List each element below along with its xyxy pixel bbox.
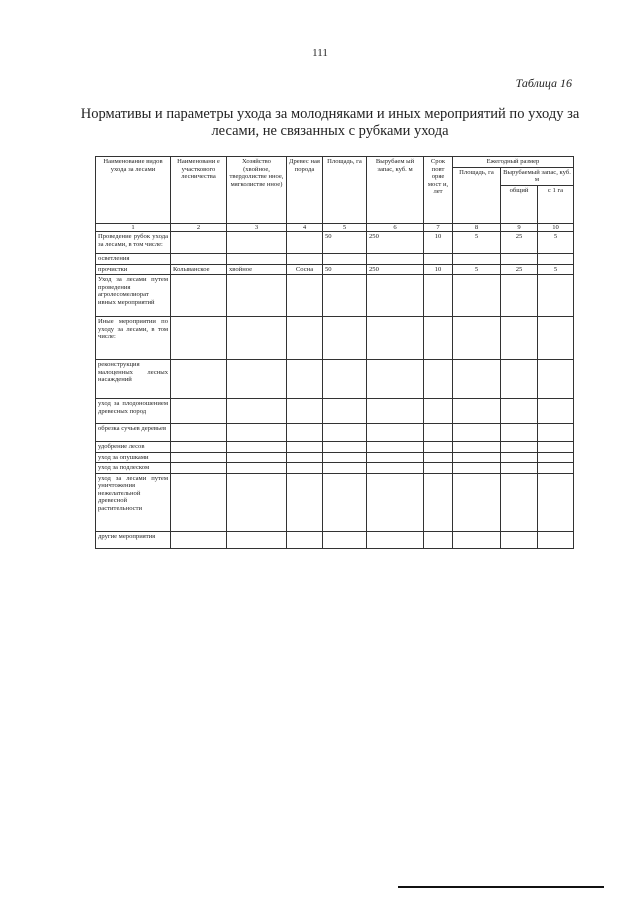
cell-district [171, 473, 227, 531]
cell-area [323, 317, 367, 360]
cell-annual-area: 5 [453, 232, 501, 254]
cell-annual-stock-total [501, 473, 538, 531]
cell-work-type: уход за подлеском [96, 463, 171, 474]
table-row [96, 442, 574, 453]
cell-stock [367, 531, 424, 548]
cell-species [287, 317, 323, 360]
cell-farm [227, 275, 287, 317]
header-period: Срок повт оряе мост и, лет [424, 157, 453, 224]
table-row [96, 531, 574, 548]
cell-district [171, 463, 227, 474]
cell-farm [227, 360, 287, 399]
page-number: 111 [312, 47, 328, 59]
cell-area [323, 424, 367, 442]
cell-stock [367, 424, 424, 442]
cell-annual-stock-per-ha [538, 317, 574, 360]
cell-district [171, 254, 227, 265]
cell-work-type: уход за опушками [96, 452, 171, 463]
cell-district [171, 424, 227, 442]
column-numbers-row [96, 223, 574, 232]
cell-annual-stock-per-ha: 5 [538, 232, 574, 254]
cell-annual-stock-total [501, 399, 538, 424]
cell-area [323, 463, 367, 474]
cell-district [171, 531, 227, 548]
cell-district: Колыванское [171, 264, 227, 275]
cell-species [287, 275, 323, 317]
cell-annual-stock-per-ha [538, 360, 574, 399]
header-species: Древес ная порода [287, 157, 323, 224]
cell-area [323, 399, 367, 424]
column-number: 7 [424, 223, 453, 232]
cell-area [323, 473, 367, 531]
cell-annual-area [453, 360, 501, 399]
cell-annual-area [453, 473, 501, 531]
table-row [96, 232, 574, 254]
cell-work-type: удобрение лесов [96, 442, 171, 453]
cell-period [424, 360, 453, 399]
cell-farm [227, 399, 287, 424]
signature-line [398, 886, 604, 888]
header-district: Наименовани е участкового лесничества [171, 157, 227, 224]
cell-annual-stock-per-ha [538, 531, 574, 548]
table-row [96, 463, 574, 474]
cell-area [323, 275, 367, 317]
cell-farm [227, 442, 287, 453]
cell-species [287, 254, 323, 265]
cell-farm [227, 254, 287, 265]
cell-period [424, 531, 453, 548]
cell-period [424, 442, 453, 453]
cell-annual-area [453, 399, 501, 424]
cell-species [287, 473, 323, 531]
cell-area [323, 360, 367, 399]
cell-annual-stock-per-ha [538, 463, 574, 474]
header-work-type: Наименование видов ухода за лесами [96, 157, 171, 224]
cell-annual-stock-total [501, 531, 538, 548]
cell-annual-stock-per-ha [538, 424, 574, 442]
cell-annual-area [453, 254, 501, 265]
cell-annual-area [453, 275, 501, 317]
cell-species: Сосна [287, 264, 323, 275]
cell-annual-area [453, 463, 501, 474]
cell-stock [367, 254, 424, 265]
column-number: 6 [367, 223, 424, 232]
cell-annual-stock-per-ha [538, 275, 574, 317]
column-number: 5 [323, 223, 367, 232]
cell-work-type: другие мероприятия [96, 531, 171, 548]
cell-stock [367, 452, 424, 463]
cell-stock [367, 463, 424, 474]
header-farm: Хозяйство (хвойное, твердолистве нное, мягколистве нное) [227, 157, 287, 224]
cell-work-type: уход за плодоношением древесных пород [96, 399, 171, 424]
cell-district [171, 275, 227, 317]
column-number: 9 [501, 223, 538, 232]
cell-annual-stock-total [501, 452, 538, 463]
table-label: Таблица 16 [515, 76, 572, 90]
cell-species [287, 399, 323, 424]
column-number: 4 [287, 223, 323, 232]
cell-work-type: Проведение рубок ухода за лесами, в том числе: [96, 232, 171, 254]
cell-period: 10 [424, 232, 453, 254]
cell-annual-area [453, 531, 501, 548]
cell-annual-stock-total [501, 442, 538, 453]
table-row [96, 424, 574, 442]
cell-annual-stock-total [501, 424, 538, 442]
cell-area: 50 [323, 232, 367, 254]
table-row [96, 254, 574, 265]
cell-farm [227, 317, 287, 360]
cell-area [323, 452, 367, 463]
cell-annual-stock-total [501, 254, 538, 265]
cell-district [171, 452, 227, 463]
cell-annual-stock-total [501, 275, 538, 317]
cell-period [424, 473, 453, 531]
cell-annual-stock-per-ha [538, 442, 574, 453]
table-row [96, 264, 574, 275]
cell-district [171, 399, 227, 424]
table-row [96, 452, 574, 463]
cell-work-type: реконструкция малоценных лесных насаждений [96, 360, 171, 399]
table-row [96, 317, 574, 360]
cell-area [323, 442, 367, 453]
cell-stock [367, 360, 424, 399]
cell-annual-stock-per-ha [538, 473, 574, 531]
cell-farm [227, 232, 287, 254]
header-annual: Ежегодный размер [453, 157, 574, 168]
cell-district [171, 442, 227, 453]
table-row [96, 473, 574, 531]
cell-farm [227, 424, 287, 442]
cell-annual-stock-total [501, 463, 538, 474]
cell-annual-area [453, 452, 501, 463]
cell-area [323, 254, 367, 265]
forest-care-table [95, 156, 574, 549]
cell-farm: хвойное [227, 264, 287, 275]
cell-species [287, 463, 323, 474]
column-number: 8 [453, 223, 501, 232]
cell-period [424, 275, 453, 317]
cell-stock [367, 399, 424, 424]
cell-annual-stock-total [501, 317, 538, 360]
cell-district [171, 317, 227, 360]
cell-annual-area [453, 424, 501, 442]
cell-annual-stock-per-ha [538, 452, 574, 463]
cell-species [287, 360, 323, 399]
cell-period [424, 317, 453, 360]
cell-period [424, 399, 453, 424]
cell-stock [367, 275, 424, 317]
cell-annual-stock-total: 25 [501, 264, 538, 275]
cell-annual-area [453, 442, 501, 453]
cell-species [287, 424, 323, 442]
cell-district [171, 360, 227, 399]
cell-period [424, 424, 453, 442]
cell-annual-area [453, 317, 501, 360]
header-stock: Вырубаем ый запас, куб. м [367, 157, 424, 224]
cell-farm [227, 463, 287, 474]
cell-species [287, 232, 323, 254]
cell-annual-stock-per-ha [538, 254, 574, 265]
document-title: Нормативы и параметры ухода за молодняками и иных мероприятий по уходу за лесами, не связанных с рубками ухода [80, 106, 580, 139]
cell-species [287, 452, 323, 463]
table-row [96, 360, 574, 399]
cell-work-type: прочистки [96, 264, 171, 275]
cell-work-type: уход за лесами путем уничтожения нежелательной древесной растительности [96, 473, 171, 531]
cell-species [287, 531, 323, 548]
cell-stock: 250 [367, 232, 424, 254]
column-number: 2 [171, 223, 227, 232]
cell-farm [227, 473, 287, 531]
cell-annual-stock-total: 25 [501, 232, 538, 254]
header-annual-area: Площадь, га [453, 167, 501, 223]
cell-work-type: обрезка сучьев деревьев [96, 424, 171, 442]
column-number: 3 [227, 223, 287, 232]
table-row [96, 399, 574, 424]
cell-work-type: Уход за лесами путем проведения агролесомелиорат ивных мероприятий [96, 275, 171, 317]
table-row [96, 275, 574, 317]
cell-stock: 250 [367, 264, 424, 275]
cell-period [424, 254, 453, 265]
cell-annual-area: 5 [453, 264, 501, 275]
cell-farm [227, 531, 287, 548]
cell-district [171, 232, 227, 254]
cell-farm [227, 452, 287, 463]
cell-annual-stock-per-ha [538, 399, 574, 424]
header-area: Площадь, га [323, 157, 367, 224]
cell-annual-stock-total [501, 360, 538, 399]
cell-area: 50 [323, 264, 367, 275]
cell-work-type: осветления [96, 254, 171, 265]
cell-species [287, 442, 323, 453]
column-number: 10 [538, 223, 574, 232]
cell-stock [367, 442, 424, 453]
cell-stock [367, 473, 424, 531]
cell-period [424, 452, 453, 463]
cell-stock [367, 317, 424, 360]
header-stock-total: общий [501, 185, 538, 223]
cell-period: 10 [424, 264, 453, 275]
cell-work-type: Иные мероприятии по уходу за лесами, в том числе: [96, 317, 171, 360]
cell-period [424, 463, 453, 474]
header-stock-per-ha: с 1 га [538, 185, 574, 223]
column-number: 1 [96, 223, 171, 232]
header-annual-stock: Вырубаемый запас, куб. м [501, 167, 574, 185]
cell-annual-stock-per-ha: 5 [538, 264, 574, 275]
cell-area [323, 531, 367, 548]
